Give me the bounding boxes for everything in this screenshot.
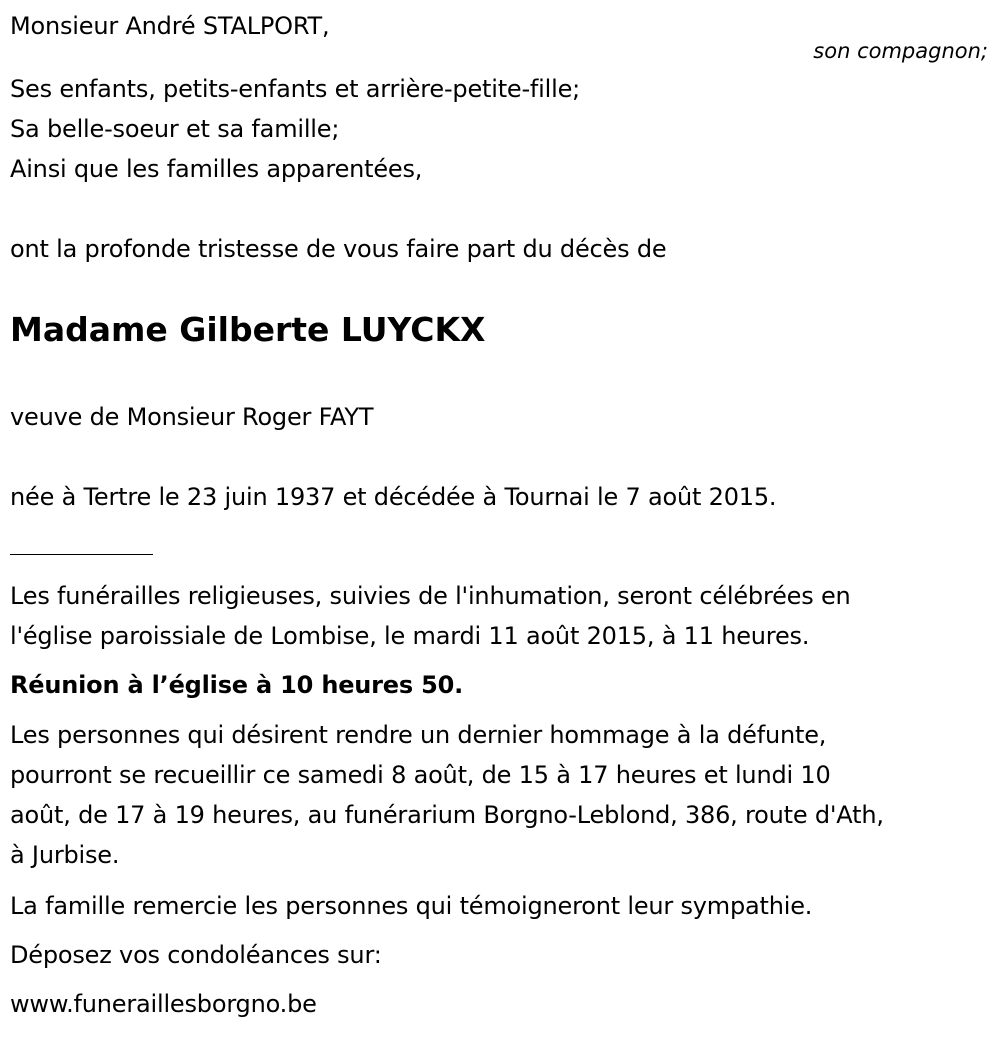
partner-relation: son compagnon; [813, 39, 988, 63]
section-divider [10, 554, 153, 555]
partner-name: Monsieur André STALPORT, [10, 12, 330, 40]
ceremony-line-1: Les funérailles religieuses, suivies de l'inhumation, seront célébrées en [10, 582, 851, 610]
ceremony-line-2: l'église paroissiale de Lombise, le mardi 11 août 2015, à 11 heures. [10, 622, 810, 650]
family-line-sister-in-law: Sa belle-soeur et sa famille; [10, 115, 340, 143]
family-line-relatives: Ainsi que les familles apparentées, [10, 155, 423, 183]
visitation-line-1: Les personnes qui désirent rendre un dernier hommage à la défunte, [10, 721, 827, 749]
intro-text: ont la profonde tristesse de vous faire part du décès de [10, 235, 667, 263]
thanks-text: La famille remercie les personnes qui témoigneront leur sympathie. [10, 892, 813, 920]
birth-death-dates: née à Tertre le 23 juin 1937 et décédée à Tournai le 7 août 2015. [10, 483, 777, 511]
deceased-name: Madame Gilberte LUYCKX [10, 310, 486, 349]
condolences-website: www.funeraillesborgno.be [10, 990, 317, 1018]
widow-of: veuve de Monsieur Roger FAYT [10, 403, 374, 431]
visitation-line-4: à Jurbise. [10, 841, 120, 869]
visitation-line-3: août, de 17 à 19 heures, au funérarium Borgno-Leblond, 386, route d'Ath, [10, 801, 884, 829]
condolences-label: Déposez vos condoléances sur: [10, 941, 382, 969]
meeting-time: Réunion à l’église à 10 heures 50. [10, 671, 464, 699]
visitation-line-2: pourront se recueillir ce samedi 8 août, de 15 à 17 heures et lundi 10 [10, 761, 831, 789]
family-line-children: Ses enfants, petits-enfants et arrière-petite-fille; [10, 75, 581, 103]
